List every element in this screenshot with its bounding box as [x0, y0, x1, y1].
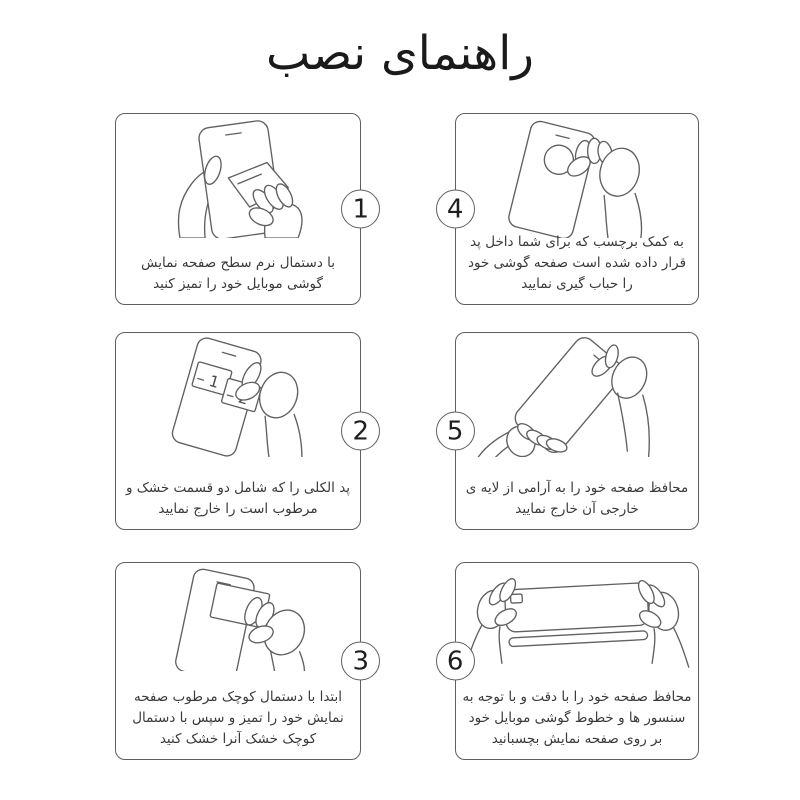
step-caption: محافظ صفحه خود را به آرامی از لایه ی خارجی آن خارج نمایید — [465, 480, 689, 518]
step-6-illustration — [456, 567, 698, 671]
phone-icon — [504, 583, 649, 647]
hand-icon — [241, 595, 312, 671]
page-title: راهنمای نصب — [266, 26, 534, 81]
protector-sheet-icon — [509, 631, 648, 647]
step-number-badge: 1 — [341, 190, 380, 229]
step-card-3 — [115, 562, 370, 760]
step-caption: با دستمال نرم سطح صفحه نمایش گوشی موبایل خود را تمیز کنید — [140, 255, 335, 293]
step-card-2 — [115, 332, 370, 530]
step-3-illustration — [116, 567, 360, 671]
step-5-illustration — [456, 337, 698, 457]
step-caption: ابتدا با دستمال کوچک مرطوب صفحه نمایش خود را تمیز و سپس با دستمال کوچک خشک آنرا خشک کنید — [132, 689, 344, 748]
phone-icon — [507, 119, 597, 238]
step-card-6 — [446, 562, 699, 760]
step-card-1 — [115, 113, 370, 305]
step-card-4 — [446, 113, 699, 305]
hand-icon — [635, 578, 688, 667]
step-number-badge: 3 — [341, 642, 380, 681]
svg-text:1: 1 — [206, 371, 222, 392]
step-4-illustration — [456, 118, 698, 238]
step-1-illustration — [116, 118, 360, 238]
step-card-5 — [446, 332, 699, 530]
step-caption: پد الکلی را که شامل دو قسمت خشک و مرطوب است را خارج نمایید — [125, 480, 351, 518]
step-number-badge: 5 — [436, 412, 475, 451]
step-number-badge: 2 — [341, 412, 380, 451]
step-2-illustration — [116, 337, 360, 457]
step-number-badge: 6 — [436, 642, 475, 681]
step-caption: به کمک برچسب که برای شما داخل پد قرار داده شده است صفحه گوشی خود را حباب گیری نمایید — [467, 234, 687, 293]
step-number-badge: 4 — [436, 190, 475, 229]
step-caption: محافظ صفحه خود را با دقت و با توجه به سنسور ها و خطوط گوشی موبایل خود بر روی صفحه نمایش بچسبانید — [462, 689, 692, 748]
